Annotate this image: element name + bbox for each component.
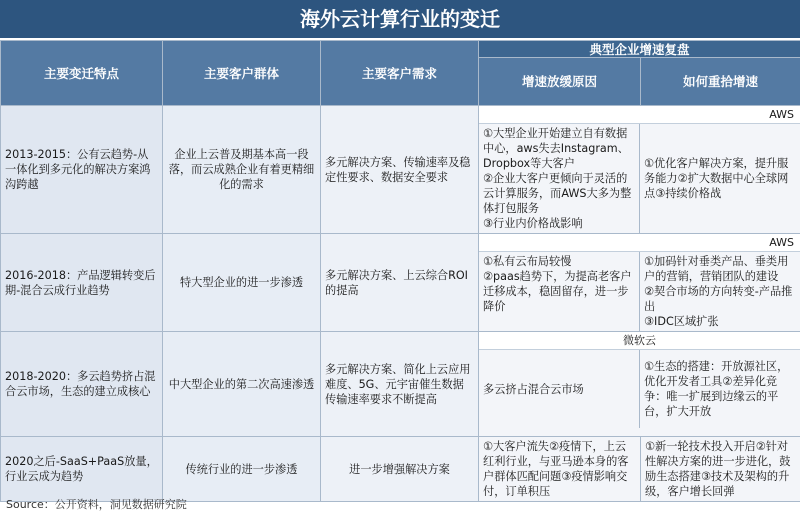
- review-cell: [479, 106, 800, 234]
- evolution-table: [0, 40, 800, 502]
- header-group-review: 典型企业增速复盘: [479, 41, 800, 58]
- header-col-recovery: 如何重拾增速: [641, 58, 800, 106]
- customers-cell: 特大型企业的进一步渗透: [163, 234, 321, 332]
- period-cell: 2020之后-SaaS+PaaS放量，行业云成为趋势: [1, 437, 163, 502]
- review-cell: [479, 332, 800, 437]
- needs-cell: 多元解决方案、传输速率及稳定性要求、数据安全要求: [321, 106, 479, 234]
- source-note: Source：公开资料，洞见数据研究院: [6, 498, 187, 511]
- vendor-label: AWS: [479, 234, 800, 252]
- customers-cell: 中大型企业的第二次高速渗透: [163, 332, 321, 437]
- header-col-slowdown: 增速放缓原因: [479, 58, 641, 106]
- header-col-features: 主要变迁特点: [1, 41, 163, 106]
- table-row: [1, 106, 800, 234]
- page-title: 海外云计算行业的变迁: [0, 0, 800, 38]
- slowdown-cell: ①大客户流失②疫情下，上云红利行业，与亚马逊本身的客户群体匹配问题③疫情影响交付，订单积压: [479, 437, 641, 502]
- table-row: [1, 437, 800, 502]
- recovery-cell: ①优化客户解决方案，提升服务能力②扩大数据中心全球网点③持续价格战: [644, 157, 789, 200]
- period-cell: 2018-2020：多云趋势挤占混合云市场，生态的建立成核心: [1, 332, 163, 437]
- slowdown-cell: ①大型企业开始建立自有数据中心，aws失去Instagram、Dropbox等大客户 ②企业大客户更倾向于灵活的云计算服务，而AWS大多为整体打包服务 ③行业内价格战影响: [479, 124, 640, 233]
- slowdown-cell: 多云挤占混合云市场: [479, 350, 640, 428]
- vendor-label: 微软云: [479, 332, 800, 350]
- needs-cell: 进一步增强解决方案: [321, 437, 479, 502]
- needs-cell: 多元解决方案、上云综合ROI的提高: [321, 234, 479, 332]
- recovery-cell: ①新一轮技术投入开启②针对性解决方案的进一步进化，鼓励生态搭建③技术及架构的升级，客户增长回弹: [641, 437, 800, 502]
- table-row: [1, 332, 800, 437]
- customers-cell: 企业上云普及期基本高一段落，而云成熟企业有着更精细化的需求: [163, 106, 321, 234]
- review-cell: [479, 234, 800, 332]
- period-cell: 2013-2015：公有云趋势-从一体化到多元化的解决方案鸿沟跨越: [1, 106, 163, 234]
- customers-cell: 传统行业的进一步渗透: [163, 437, 321, 502]
- needs-cell: 多元解决方案、简化上云应用难度、5G、元宇宙催生数据传输速率要求不断提高: [321, 332, 479, 437]
- header-col-customers: 主要客户群体: [163, 41, 321, 106]
- recovery-cell: ①生态的搭建：开放源社区，优化开发者工具②差异化竞争：唯一扩展到边缘云的平台，扩大开放: [644, 360, 789, 418]
- recovery-cell: ①加码针对垂类产品、垂类用户的营销，营销团队的建设 ②契合市场的方向转变-产品推出 ③IDC区域扩张: [644, 255, 793, 328]
- vendor-label: AWS: [479, 106, 800, 124]
- table-row: [1, 234, 800, 332]
- header-col-needs: 主要客户需求: [321, 41, 479, 106]
- period-cell: 2016-2018：产品逻辑转变后期-混合云成行业趋势: [1, 234, 163, 332]
- slowdown-cell: ①私有云布局较慢 ②paas趋势下，为提高老客户迁移成本，稳固留存，进一步降价: [479, 252, 640, 331]
